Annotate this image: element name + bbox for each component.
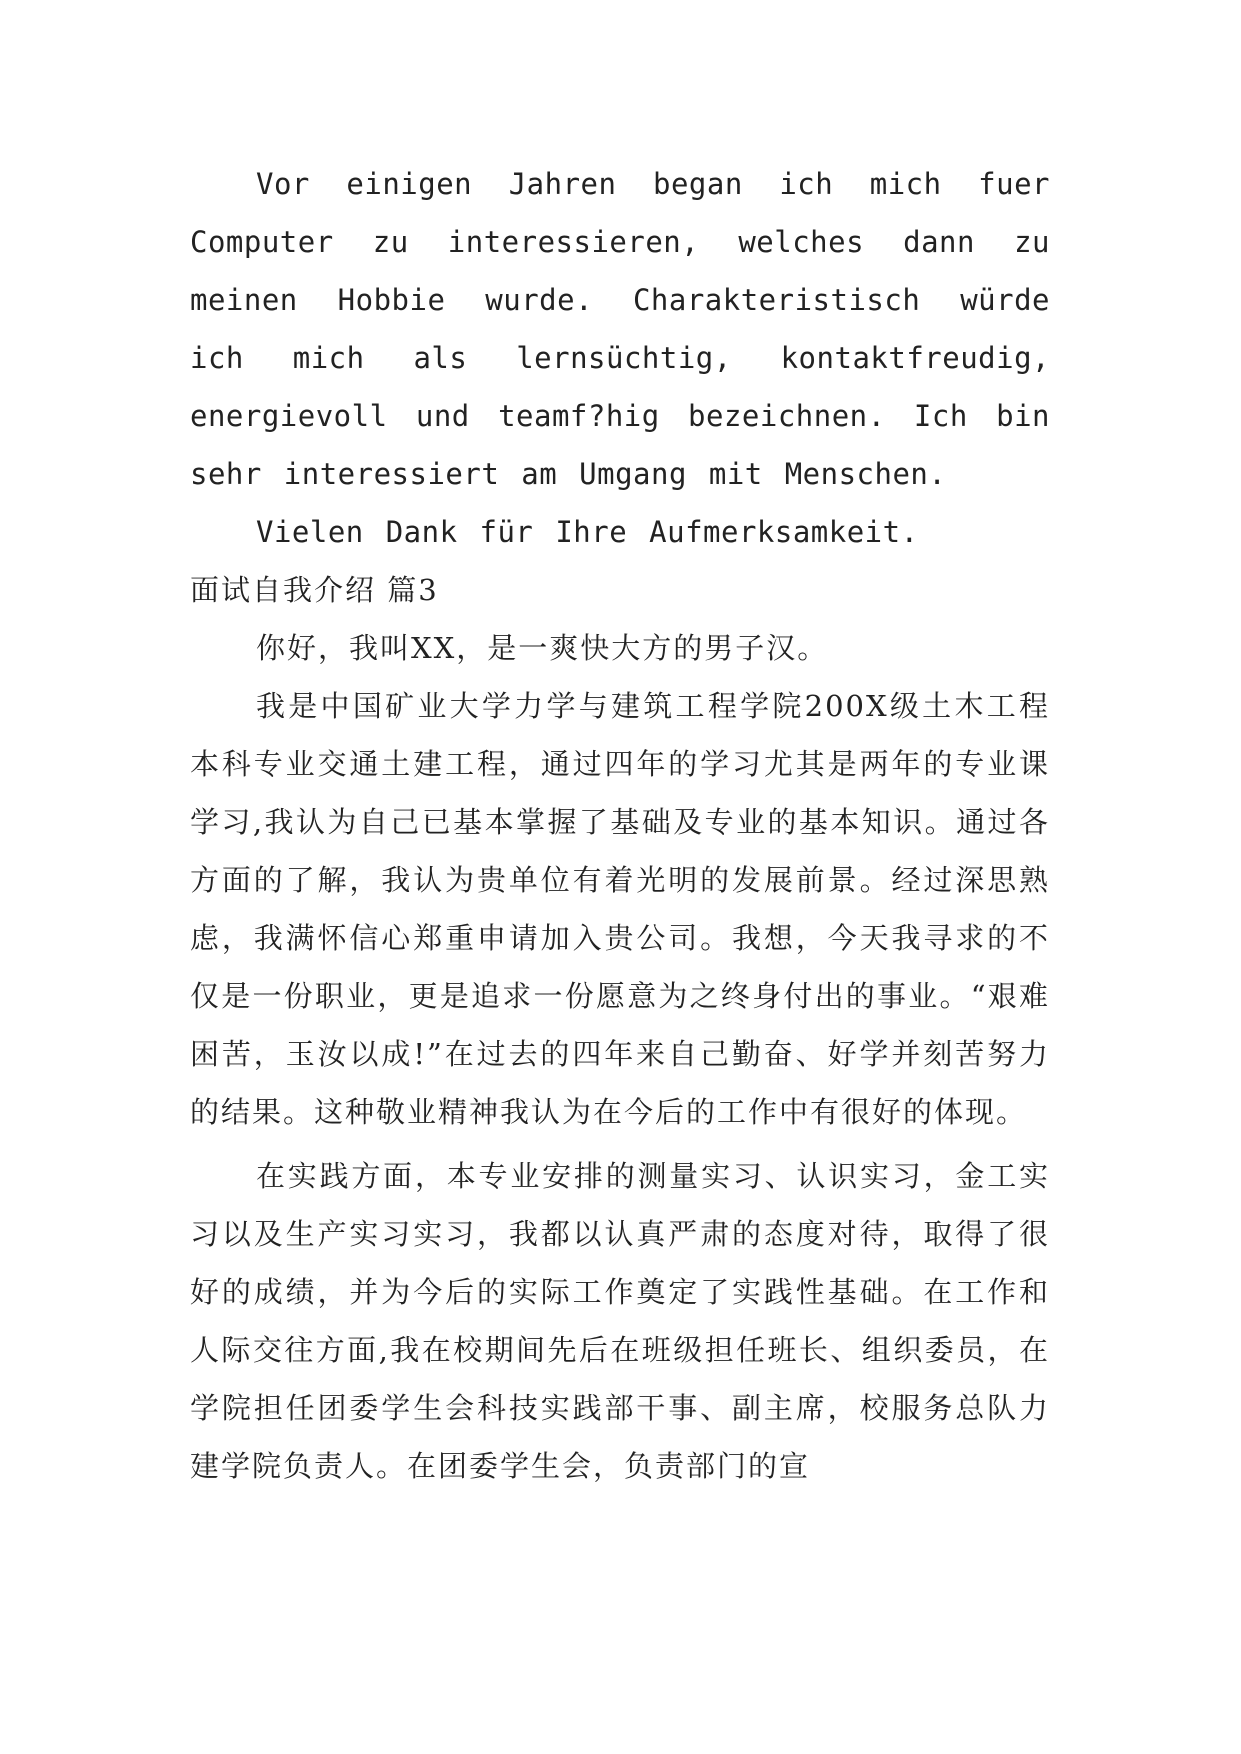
- chinese-paragraph-education: 我是中国矿业大学力学与建筑工程学院200X级土木工程本科专业交通土建工程，通过四年的学习尤其是两年的专业课学习,我认为自己已基本掌握了基础及专业的基本知识。通过各方面的了解，我认为贵单位有着光明的发展前景。经过深思熟虑，我满怀信心郑重申请加入贵公司。我想，今天我寻求的不仅是一份职业，更是追求一份愿意为之终身付出的事业。“艰难困苦，玉汝以成!”在过去的四年来自己勤奋、好学并刻苦努力的结果。这种敬业精神我认为在今后的工作中有很好的体现。: [190, 689, 1050, 1129]
- chinese-paragraph-greeting: 你好，我叫XX，是一爽快大方的男子汉。: [256, 631, 829, 665]
- chinese-paragraph-practice: 在实践方面，本专业安排的测量实习、认识实习，金工实习以及生产实习实习，我都以认真严肃的态度对待，取得了很好的成绩，并为今后的实际工作奠定了实践性基础。在工作和人际交往方面,我在校期间先后在班级担任班长、组织委员，在学院担任团委学生会科技实践部干事、副主席，校服务总队力建学院负责人。在团委学生会，负责部门的宣: [190, 1159, 1050, 1483]
- german-paragraph: Vor einigen Jahren began ich mich fuer Computer zu interessieren, welches dann zu meinen Hobbie wurde. Charakteristisch würde ich mich als lernsüchtig, kontaktfreudig, energievoll und teamf?hig bezeichnen. Ich bin sehr interessiert am Umgang mit Menschen.: [190, 167, 1050, 491]
- section-heading: 面试自我介绍 篇3: [190, 573, 439, 607]
- document-page: [190, 155, 1050, 1495]
- german-closing: Vielen Dank für Ihre Aufmerksamkeit.: [256, 515, 919, 549]
